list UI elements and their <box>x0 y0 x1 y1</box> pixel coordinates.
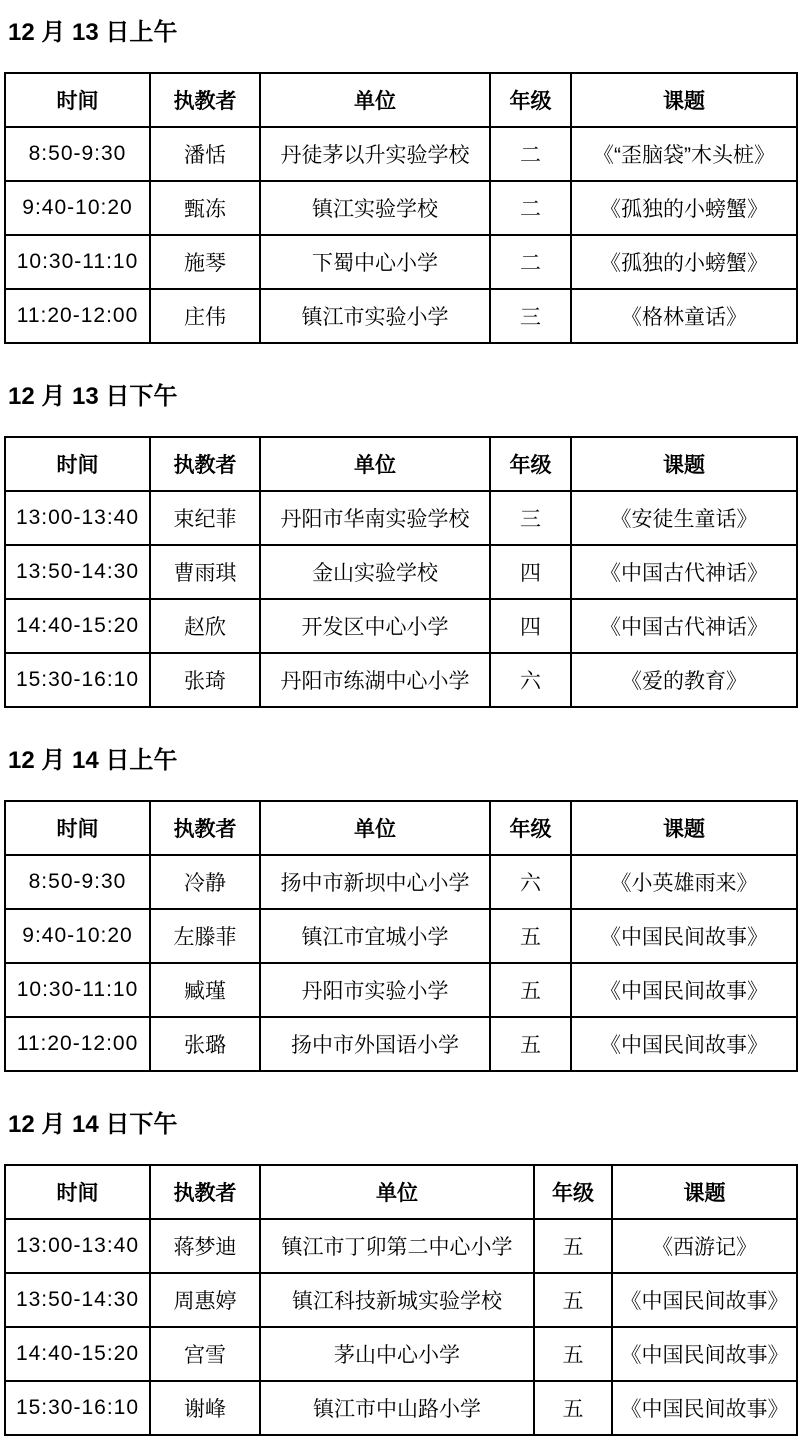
grade-cell: 五 <box>534 1381 612 1435</box>
school-cell: 丹阳市练湖中心小学 <box>260 653 490 707</box>
time-cell: 13:50-14:30 <box>5 545 150 599</box>
col-header-time: 时间 <box>5 437 150 491</box>
school-cell: 茅山中心小学 <box>260 1327 534 1381</box>
grade-cell: 五 <box>490 909 571 963</box>
grade-cell: 五 <box>534 1219 612 1273</box>
table-row <box>5 599 797 653</box>
school-cell: 镇江市宜城小学 <box>260 909 490 963</box>
table-row <box>5 1017 797 1071</box>
teacher-cell: 冷静 <box>150 855 260 909</box>
section-heading: 12 月 13 日下午 <box>8 383 178 410</box>
col-header-school: 单位 <box>260 73 490 127</box>
topic-cell: 《安徒生童话》 <box>571 491 797 545</box>
col-header-topic: 课题 <box>571 801 797 855</box>
school-cell: 镇江实验学校 <box>260 181 490 235</box>
col-header-school: 单位 <box>260 437 490 491</box>
grade-cell: 五 <box>534 1273 612 1327</box>
col-header-grade: 年级 <box>534 1165 612 1219</box>
table-row <box>5 491 797 545</box>
topic-cell: 《中国民间故事》 <box>571 909 797 963</box>
school-cell: 丹阳市华南实验学校 <box>260 491 490 545</box>
teacher-cell: 谢峰 <box>150 1381 260 1435</box>
teacher-cell: 左滕菲 <box>150 909 260 963</box>
time-cell: 14:40-15:20 <box>5 1327 150 1381</box>
col-header-time: 时间 <box>5 801 150 855</box>
table-row <box>5 289 797 343</box>
schedule-section <box>0 18 800 344</box>
grade-cell: 六 <box>490 653 571 707</box>
col-header-teacher: 执教者 <box>150 801 260 855</box>
schedule-table <box>4 800 798 1072</box>
grade-cell: 三 <box>490 491 571 545</box>
topic-cell: 《中国民间故事》 <box>571 963 797 1017</box>
schedule-section <box>0 382 800 708</box>
time-cell: 14:40-15:20 <box>5 599 150 653</box>
table-row <box>5 963 797 1017</box>
time-cell: 10:30-11:10 <box>5 963 150 1017</box>
grade-cell: 二 <box>490 127 571 181</box>
teacher-cell: 庄伟 <box>150 289 260 343</box>
time-cell: 13:00-13:40 <box>5 1219 150 1273</box>
col-header-grade: 年级 <box>490 73 571 127</box>
table-row <box>5 909 797 963</box>
teacher-cell: 潘恬 <box>150 127 260 181</box>
col-header-teacher: 执教者 <box>150 73 260 127</box>
schedule-table <box>4 72 798 344</box>
table-row <box>5 1273 797 1327</box>
topic-cell: 《中国民间故事》 <box>571 1017 797 1071</box>
topic-cell: 《中国民间故事》 <box>612 1327 797 1381</box>
time-cell: 13:00-13:40 <box>5 491 150 545</box>
table-row <box>5 653 797 707</box>
teacher-cell: 张琦 <box>150 653 260 707</box>
grade-cell: 五 <box>490 963 571 1017</box>
school-cell: 开发区中心小学 <box>260 599 490 653</box>
school-cell: 镇江市实验小学 <box>260 289 490 343</box>
table-header-row <box>5 1165 797 1219</box>
time-cell: 11:20-12:00 <box>5 1017 150 1071</box>
col-header-time: 时间 <box>5 73 150 127</box>
schedule-table <box>4 1164 798 1436</box>
teacher-cell: 蒋梦迪 <box>150 1219 260 1273</box>
col-header-school: 单位 <box>260 801 490 855</box>
topic-cell: 《格林童话》 <box>571 289 797 343</box>
col-header-time: 时间 <box>5 1165 150 1219</box>
section-heading: 12 月 14 日上午 <box>8 747 178 774</box>
table-header-row <box>5 73 797 127</box>
school-cell: 扬中市外国语小学 <box>260 1017 490 1071</box>
col-header-grade: 年级 <box>490 437 571 491</box>
teacher-cell: 臧瑾 <box>150 963 260 1017</box>
time-cell: 13:50-14:30 <box>5 1273 150 1327</box>
col-header-teacher: 执教者 <box>150 437 260 491</box>
col-header-teacher: 执教者 <box>150 1165 260 1219</box>
topic-cell: 《中国古代神话》 <box>571 545 797 599</box>
grade-cell: 四 <box>490 545 571 599</box>
col-header-topic: 课题 <box>612 1165 797 1219</box>
topic-cell: 《小英雄雨来》 <box>571 855 797 909</box>
table-row <box>5 1327 797 1381</box>
schedule-section <box>0 746 800 1072</box>
teacher-cell: 甄冻 <box>150 181 260 235</box>
time-cell: 8:50-9:30 <box>5 855 150 909</box>
topic-cell: 《西游记》 <box>612 1219 797 1273</box>
topic-cell: 《“歪脑袋”木头桩》 <box>571 127 797 181</box>
grade-cell: 六 <box>490 855 571 909</box>
topic-cell: 《孤独的小螃蟹》 <box>571 181 797 235</box>
topic-cell: 《中国民间故事》 <box>612 1381 797 1435</box>
table-header-row <box>5 437 797 491</box>
col-header-grade: 年级 <box>490 801 571 855</box>
teacher-cell: 张璐 <box>150 1017 260 1071</box>
topic-cell: 《孤独的小螃蟹》 <box>571 235 797 289</box>
grade-cell: 五 <box>490 1017 571 1071</box>
schedule-table <box>4 436 798 708</box>
school-cell: 丹阳市实验小学 <box>260 963 490 1017</box>
grade-cell: 二 <box>490 181 571 235</box>
time-cell: 11:20-12:00 <box>5 289 150 343</box>
school-cell: 下蜀中心小学 <box>260 235 490 289</box>
schedule-section <box>0 1110 800 1436</box>
col-header-topic: 课题 <box>571 437 797 491</box>
table-row <box>5 545 797 599</box>
table-row <box>5 855 797 909</box>
topic-cell: 《中国古代神话》 <box>571 599 797 653</box>
school-cell: 镇江市中山路小学 <box>260 1381 534 1435</box>
topic-cell: 《中国民间故事》 <box>612 1273 797 1327</box>
teacher-cell: 周惠婷 <box>150 1273 260 1327</box>
teacher-cell: 赵欣 <box>150 599 260 653</box>
teacher-cell: 施琴 <box>150 235 260 289</box>
table-row <box>5 181 797 235</box>
time-cell: 9:40-10:20 <box>5 181 150 235</box>
col-header-school: 单位 <box>260 1165 534 1219</box>
grade-cell: 三 <box>490 289 571 343</box>
grade-cell: 五 <box>534 1327 612 1381</box>
school-cell: 扬中市新坝中心小学 <box>260 855 490 909</box>
section-heading: 12 月 14 日下午 <box>8 1111 178 1138</box>
time-cell: 15:30-16:10 <box>5 653 150 707</box>
col-header-topic: 课题 <box>571 73 797 127</box>
school-cell: 丹徒茅以升实验学校 <box>260 127 490 181</box>
topic-cell: 《爱的教育》 <box>571 653 797 707</box>
school-cell: 镇江市丁卯第二中心小学 <box>260 1219 534 1273</box>
school-cell: 金山实验学校 <box>260 545 490 599</box>
teacher-cell: 宫雪 <box>150 1327 260 1381</box>
grade-cell: 二 <box>490 235 571 289</box>
time-cell: 8:50-9:30 <box>5 127 150 181</box>
section-heading: 12 月 13 日上午 <box>8 19 178 46</box>
time-cell: 9:40-10:20 <box>5 909 150 963</box>
table-row <box>5 235 797 289</box>
time-cell: 15:30-16:10 <box>5 1381 150 1435</box>
time-cell: 10:30-11:10 <box>5 235 150 289</box>
teacher-cell: 曹雨琪 <box>150 545 260 599</box>
school-cell: 镇江科技新城实验学校 <box>260 1273 534 1327</box>
table-header-row <box>5 801 797 855</box>
table-row <box>5 127 797 181</box>
grade-cell: 四 <box>490 599 571 653</box>
table-row <box>5 1219 797 1273</box>
teacher-cell: 束纪菲 <box>150 491 260 545</box>
table-row <box>5 1381 797 1435</box>
